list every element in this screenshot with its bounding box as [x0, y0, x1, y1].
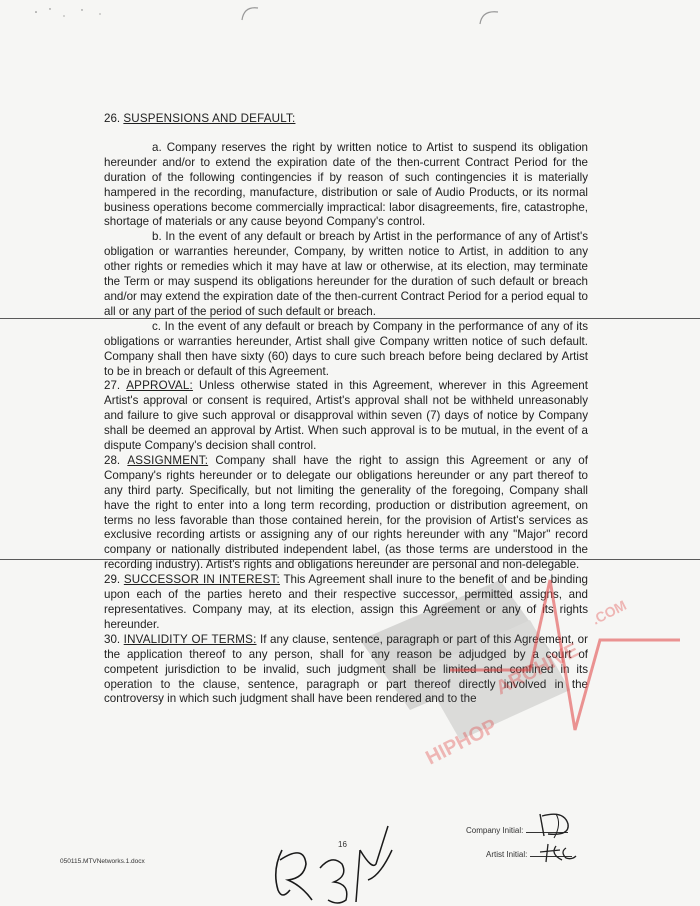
page-number: 16	[338, 840, 347, 849]
scan-streak-line	[0, 318, 700, 319]
section-text: If any clause, sentence, paragraph or part of this Agreement, or the application thereof to any person, shall for any reason be adjudged by a court of competent jurisdiction to be invalid, such judgment shall be limited and confined in its operation to the clause, sentence, paragraph or part thereof directly involved in the controversy in which such judgment shall have been rendered and to the	[104, 632, 588, 706]
section-28	[104, 454, 588, 573]
section-number: 29.	[104, 573, 121, 587]
section-text: This Agreement shall inure to the benefit of and be binding upon each of the parties hereto and their respective successor, permitted assigns, and representatives. Company may, at its election, assign this Agreement or any of its rights hereunder.	[104, 573, 588, 631]
section-27	[104, 379, 588, 454]
scan-corner-mark-right	[474, 4, 514, 26]
section-number: 28.	[104, 453, 121, 467]
section-title: SUCCESSOR IN INTEREST:	[123, 573, 280, 587]
section-text: Company shall have the right to assign this Agreement or any of Company's rights hereunder or to delegate our obligations hereunder or any part thereof to any third party. Specifically, but not limiting the generality of the foregoing, Company shall have the right to enter into a long term recording, production or distribution agreement, on terms no less favorable than those contained herein, for the provision of Artist's services as exclusive recording artists or assigning any of our rights hereunder with any "Major" record company or nationally distributed independent label, (as those terms are understood in the recording industry). Artist's rights and obligations hereunder are personal and non-delegable.	[104, 453, 588, 572]
section-title: ASSIGNMENT:	[127, 453, 209, 467]
section-number: 30.	[104, 632, 121, 646]
section-26-paragraph-a: a. Company reserves the right by written notice to Artist to suspend its obligation hereunder and/or to extend the expiration date of the then-current Contract Period for the duration of the following contingencies if by reason of such contingencies it is materially hampered in the recording, manufacture, distribution or sale of Audio Products, or its normal business operations become commercially impractical: labor disagreements, fire, catastrophe, shortage of materials or any cause beyond Company's control.	[104, 140, 588, 229]
section-26-paragraph-c: c. In the event of any default or breach by Company in the performance of any of its obligations or warranties hereunder, Artist shall give Company written notice of such default. Company shall then have sixty (60) days to cure such breach before being declared by Artist to be in breach or default of this Agreement.	[104, 319, 588, 378]
section-29	[104, 573, 588, 633]
section-number: 26.	[104, 112, 121, 125]
section-26-paragraph-b: b. In the event of any default or breach by Artist in the performance of any of Artist's obligation or warranties hereunder, Company, by written notice to Artist, in addition to any other rights or remedies which it may have at law or otherwise, at its election, may terminate the Term or may suspend its obligations hereunder for the duration of such default or breach and/or may extend the expiration date of the then-current Contract Period for a period equal to all or any part of the period of such default or breach.	[104, 230, 588, 318]
contract-body	[104, 112, 588, 707]
svg-text:.COM: .COM	[589, 596, 629, 628]
company-initial-label: Company Initial:	[466, 826, 524, 835]
artist-initial-signature	[536, 838, 580, 864]
section-text: Unless otherwise stated in this Agreement, wherever in this Agreement Artist's approval or consent is required, Artist's approval shall not be withheld unreasonably and failure to give such approval or disapproval within seven (7) days of notice by Company shall be deemed an approval by Artist. When such approval is to be mutual, in the event of a dispute Company's decision shall control.	[104, 379, 588, 453]
handwritten-signature	[268, 820, 418, 906]
section-title: APPROVAL:	[126, 379, 193, 393]
section-title: SUSPENSIONS AND DEFAULT:	[123, 112, 296, 125]
artist-initial-label: Artist Initial:	[486, 850, 528, 859]
section-title: INVALIDITY OF TERMS:	[123, 632, 257, 646]
scan-speckle-top-left	[30, 4, 110, 24]
scan-streak-line	[0, 559, 700, 560]
section-number: 27.	[104, 379, 121, 393]
scan-corner-mark-left	[238, 2, 268, 22]
section-30	[104, 633, 588, 708]
svg-text:ARCHIVE: ARCHIVE	[492, 638, 583, 700]
section-26-heading	[104, 112, 588, 127]
file-name-footer: 050115.MTVNetworks.1.docx	[60, 858, 145, 865]
watermark-text: HIPHOP	[422, 715, 501, 770]
